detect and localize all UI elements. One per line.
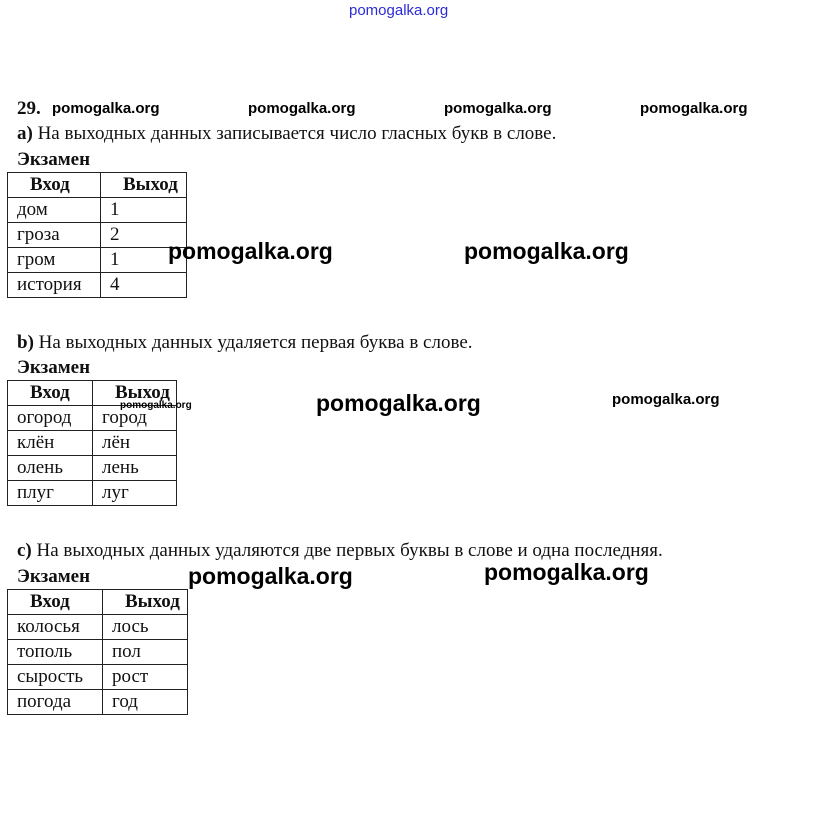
cell-input: плуг: [8, 481, 93, 506]
task-b-description: [17, 332, 473, 354]
watermark: pomogalka.org: [248, 100, 356, 117]
watermark: pomogalka.org: [120, 400, 192, 411]
column-header-input: Вход: [8, 173, 101, 198]
column-header-output: Выход: [103, 590, 188, 615]
watermark: pomogalka.org: [484, 559, 649, 585]
task-b-text: На выходных данных удаляется первая буква в слове.: [38, 332, 473, 353]
cell-input: сырость: [8, 665, 103, 690]
watermark: pomogalka.org: [52, 100, 160, 117]
cell-input: гром: [8, 248, 101, 273]
watermark: pomogalka.org: [464, 238, 629, 264]
table-header-row: [8, 173, 187, 198]
table-row: [8, 456, 177, 481]
task-a-table: [7, 172, 187, 298]
cell-input: олень: [8, 456, 93, 481]
watermark: pomogalka.org: [612, 391, 720, 408]
cell-input: погода: [8, 690, 103, 715]
cell-output: лось: [103, 615, 188, 640]
task-a-exam-label: Экзамен: [17, 149, 91, 170]
cell-output: лень: [93, 456, 177, 481]
task-c-text: На выходных данных удаляются две первых буквы в слове и одна последняя.: [36, 540, 663, 561]
task-a-description: [17, 123, 556, 145]
cell-input: колосья: [8, 615, 103, 640]
table-row: [8, 690, 188, 715]
task-c-table: [7, 589, 188, 715]
exercise-number: 29.: [17, 98, 41, 119]
cell-output: 1: [101, 198, 187, 223]
task-c-exam-label: Экзамен: [17, 566, 91, 587]
cell-input: дом: [8, 198, 101, 223]
cell-input: гроза: [8, 223, 101, 248]
table-row: [8, 431, 177, 456]
cell-output: лён: [93, 431, 177, 456]
task-b-exam-label: Экзамен: [17, 357, 91, 378]
table-row: [8, 198, 187, 223]
cell-output: 4: [101, 273, 187, 298]
column-header-output: Выход: [101, 173, 187, 198]
column-header-input: Вход: [8, 590, 103, 615]
table-row: [8, 223, 187, 248]
cell-output: рост: [103, 665, 188, 690]
watermark: pomogalka.org: [188, 563, 353, 589]
task-c-letter: c): [17, 540, 32, 561]
cell-output: 1: [101, 248, 187, 273]
table-row: [8, 615, 188, 640]
column-header-output: Выход: [93, 381, 177, 406]
task-a-letter: a): [17, 123, 33, 144]
table-row: [8, 640, 188, 665]
watermark: pomogalka.org: [316, 390, 481, 416]
table-row: [8, 273, 187, 298]
cell-output: город: [93, 406, 177, 431]
task-b-table: [7, 380, 177, 506]
cell-input: клён: [8, 431, 93, 456]
watermark: pomogalka.org: [444, 100, 552, 117]
task-a-text: На выходных данных записывается число гласных букв в слове.: [37, 123, 557, 144]
table-row: [8, 248, 187, 273]
watermark: pomogalka.org: [168, 238, 333, 264]
cell-output: пол: [103, 640, 188, 665]
watermark: pomogalka.org: [640, 100, 748, 117]
cell-input: тополь: [8, 640, 103, 665]
cell-output: 2: [101, 223, 187, 248]
watermark-top: pomogalka.org: [349, 2, 449, 19]
task-b-letter: b): [17, 332, 34, 353]
table-header-row: [8, 590, 188, 615]
column-header-input: Вход: [8, 381, 93, 406]
cell-input: огород: [8, 406, 93, 431]
cell-output: год: [103, 690, 188, 715]
table-row: [8, 481, 177, 506]
cell-input: история: [8, 273, 101, 298]
table-row: [8, 665, 188, 690]
cell-output: луг: [93, 481, 177, 506]
